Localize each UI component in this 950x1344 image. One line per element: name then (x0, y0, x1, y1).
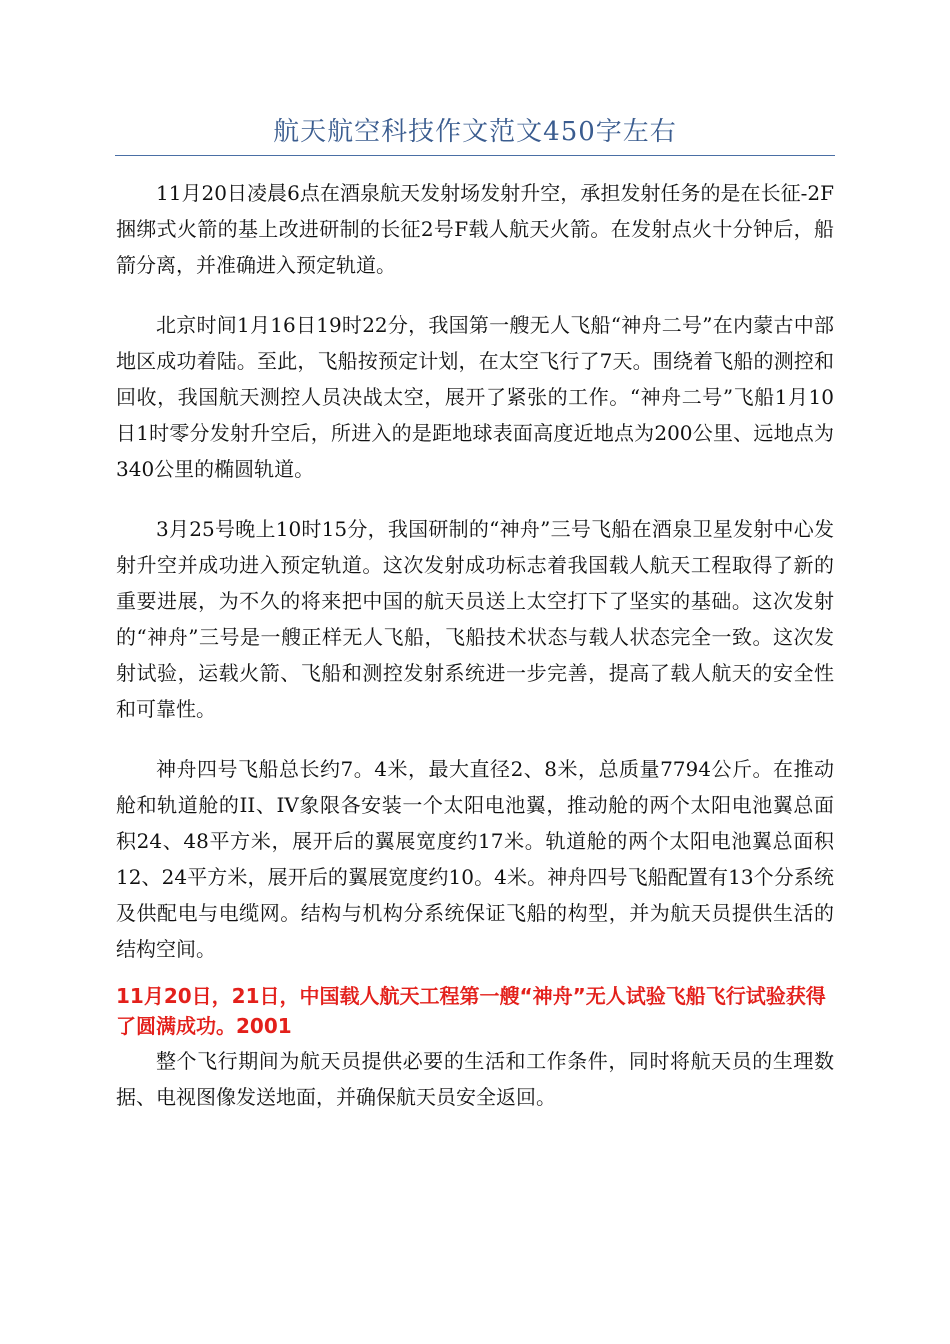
title-underline (115, 155, 835, 156)
highlight-heading: 11月20日，21日，中国载人航天工程第一艘“神舟”无人试验飞船飞行试验获得了圆满成功。2001 (116, 984, 826, 1038)
paragraph-3: 3月25号晚上10时15分，我国研制的“神舟”三号飞船在酒泉卫星发射中心发射升空并成功进入预定轨道。这次发射成功标志着我国载人航天工程取得了新的重要进展，为不久的将来把中国的航天员送上太空打下了坚实的基础。这次发射的“神舟”三号是一艘正样无人飞船，飞船技术状态与载人状态完全一致。这次发射试验，运载火箭、飞船和测控发射系统进一步完善，提高了载人航天的安全性和可靠性。 (116, 517, 834, 721)
paragraph-2: 北京时间1月16日19时22分，我国第一艘无人飞船“神舟二号”在内蒙古中部地区成功着陆。至此，飞船按预定计划，在太空飞行了7天。围绕着飞船的测控和回收，我国航天测控人员决战太空，展开了紧张的工作。“神舟二号”飞船1月10日1时零分发射升空后，所进入的是距地球表面高度近地点为200公里、远地点为340公里的椭圆轨道。 (116, 313, 834, 481)
document-title: 航天航空科技作文范文450字左右 (273, 117, 677, 147)
paragraph-4: 神舟四号飞船总长约7。4米，最大直径2、8米，总质量7794公斤。在推动舱和轨道舱的II、IV象限各安装一个太阳电池翼，推动舱的两个太阳电池翼总面积24、48平方米，展开后的翼展宽度约17米。轨道舱的两个太阳电池翼总面积12、24平方米，展开后的翼展宽度约10。4米。神舟四号飞船配置有13个分系统及供配电与电缆网。结构与机构分系统保证飞船的构型，并为航天员提供生活的结构空间。 (116, 757, 834, 961)
paragraph-1: 11月20日凌晨6点在酒泉航天发射场发射升空，承担发射任务的是在长征-2F捆绑式火箭的基上改进研制的长征2号F载人航天火箭。在发射点火十分钟后，船箭分离，并准确进入预定轨道。 (116, 181, 834, 277)
closing-paragraph: 整个飞行期间为航天员提供必要的生活和工作条件，同时将航天员的生理数据、电视图像发送地面，并确保航天员安全返回。 (116, 1049, 834, 1109)
document-body (116, 175, 834, 1139)
